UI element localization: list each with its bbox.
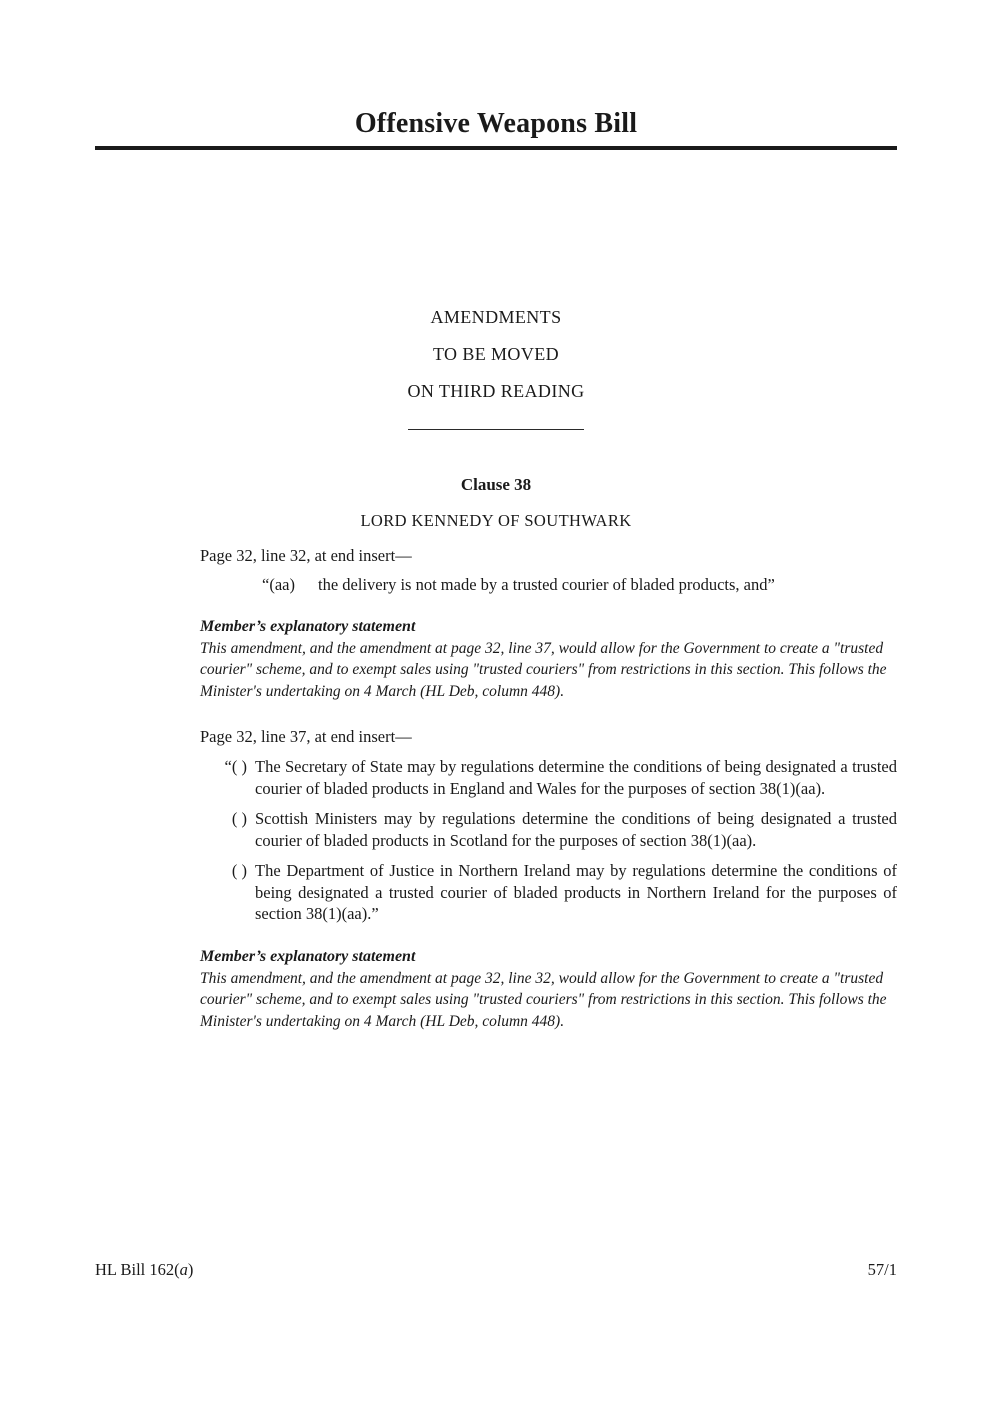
heading-line-on-third-reading: ON THIRD READING [407, 381, 585, 401]
section-divider [408, 429, 584, 430]
mover-name: LORD KENNEDY OF SOUTHWARK [360, 511, 632, 530]
bill-reference [95, 1262, 193, 1279]
explanatory-statement-text: This amendment, and the amendment at page 32, line 37, would allow for the Government to create a "trusted courier" scheme, and to exempt sales using "trusted couriers" from restrictions in this section. This follows the Minister's undertaking on 4 March (HL Deb, column 448). [200, 639, 887, 700]
clause-heading: Clause 38 [460, 475, 532, 494]
page-number: 57/1 [867, 1260, 897, 1279]
explanatory-statement-text: This amendment, and the amendment at page 32, line 32, would allow for the Government to create a "trusted courier" scheme, and to exempt sales using "trusted couriers" from restrictions in this section. This follows the Minister's undertaking on 4 March (HL Deb, column 448). [200, 969, 887, 1030]
amendment-1-instruction: Page 32, line 32, at end insert— [200, 545, 412, 565]
amendment-2-subsection-1 [213, 756, 897, 799]
subsection-text: The Department of Justice in Northern Ireland may by regulations determine the conditions of being designated a trusted courier of bladed products in Northern Ireland for the purposes of section 38(1)(aa).” [255, 861, 897, 923]
document-title: Offensive Weapons Bill [354, 108, 638, 139]
heading-line-to-be-moved: TO BE MOVED [432, 344, 560, 364]
amendments-heading [95, 308, 897, 400]
explanatory-statement-heading: Member’s explanatory statement [200, 617, 416, 635]
amendment-1-inserted-text [262, 574, 897, 595]
heading-line-amendments: AMENDMENTS [430, 307, 562, 327]
inserted-text-body: the delivery is not made by a trusted courier of bladed products, and” [318, 574, 775, 594]
amendment-1 [95, 545, 897, 703]
explanatory-statement-heading: Member’s explanatory statement [200, 947, 416, 965]
amendment-2 [95, 726, 897, 1032]
subsection-marker: ( ) [231, 861, 247, 880]
page-footer [95, 1262, 897, 1279]
inserted-text-marker: “(aa) [262, 574, 295, 594]
bill-reference-suffix: ) [187, 1260, 194, 1279]
subsection-marker: ( ) [231, 809, 247, 828]
subsection-text: Scottish Ministers may by regulations determine the conditions of being designated a trusted courier of bladed products in Scotland for the purposes of section 38(1)(aa). [255, 809, 897, 850]
amendment-2-instruction: Page 32, line 37, at end insert— [200, 727, 412, 746]
title-rule [95, 146, 897, 150]
bill-reference-prefix: HL Bill 162( [95, 1260, 180, 1279]
amendment-2-subsection-2 [213, 808, 897, 851]
subsection-text: The Secretary of State may by regulations determine the conditions of being designated a trusted courier of bladed products in England and Wales for the purposes of section 38(1)(aa). [255, 757, 897, 798]
amendment-2-subsection-3 [213, 860, 897, 925]
subsection-marker: “( ) [224, 757, 247, 776]
bill-reference-italic: a [179, 1260, 188, 1279]
